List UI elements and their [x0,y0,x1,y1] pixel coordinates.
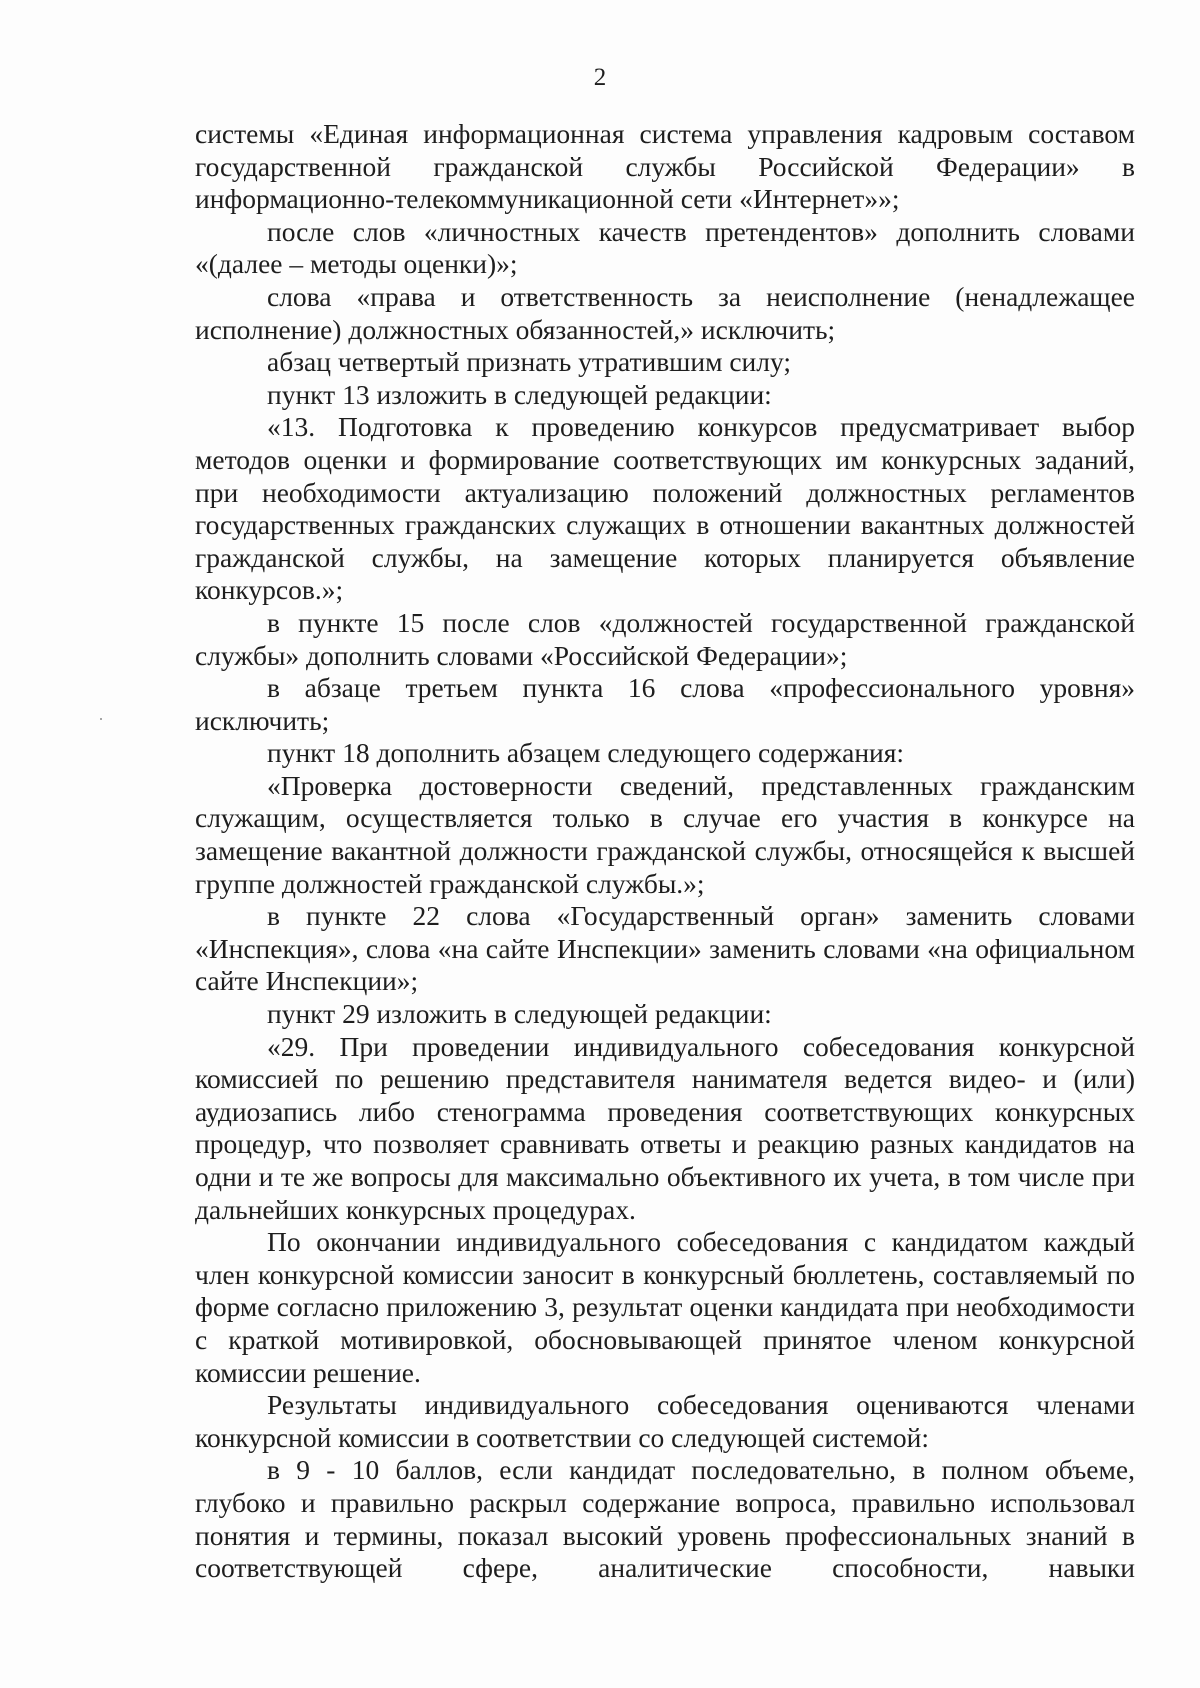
paragraph: в пункте 22 слова «Государственный орган» заменить словами «Инспекция», слова «на сайте Инспекции» заменить словами «на официальном сайте Инспекции»; [195,900,1135,997]
paragraph: после слов «личностных качеств претендентов» дополнить словами «(далее – методы оценки)»; [195,215,1135,280]
paragraph: в пункте 15 после слов «должностей государственной гражданской службы» дополнить словами «Российской Федерации»; [195,606,1135,671]
paragraph: «Проверка достоверности сведений, представленных гражданским служащим, осуществляется только в случае его участия в конкурсе на замещение вакантной должности гражданской службы, относящейся к высшей группе должностей гражданской службы.»; [195,769,1135,899]
paragraph: абзац четвертый признать утратившим силу; [267,346,792,378]
paragraph: пункт 18 дополнить абзацем следующего содержания: [267,737,905,769]
paragraph: слова «права и ответственность за неисполнение (ненадлежащее исполнение) должностных обязанностей,» исключить; [195,280,1135,345]
paragraph: в абзаце третьем пункта 16 слова «профессионального уровня» исключить; [195,672,1135,736]
paragraph: в 9 - 10 баллов, если кандидат последовательно, в полном объеме, глубоко и правильно раскрыл содержание вопроса, правильно использовал понятия и термины, показал высокий уровень профессиональных знаний в соответствующей сфере, аналитические способности, навыки [195,1454,1135,1584]
paragraph: Результаты индивидуального собеседования оцениваются членами конкурсной комиссии в соответствии со следующей системой: [195,1389,1135,1453]
page-number: 2 [593,64,607,91]
document-body [195,118,1135,1585]
paragraph: пункт 13 изложить в следующей редакции: [267,378,772,410]
paragraph: пункт 29 изложить в следующей редакции: [267,998,772,1030]
paragraph: «29. При проведении индивидуального собеседования конкурсной комиссией по решению представителя нанимателя ведется видео- и (или) аудиозапись либо стенограмма проведения соответствующих конкурсных процедур, что позволяет сравнивать ответы и реакцию разных кандидатов на одни и те же вопросы для максимально объективного их учета, в том числе при дальнейших конкурсных процедурах. [195,1030,1135,1225]
paragraph: По окончании индивидуального собеседования с кандидатом каждый член конкурсной комиссии заносит в конкурсный бюллетень, составляемый по форме согласно приложению 3, результат оценки кандидата при необходимости с краткой мотивировкой, обосновывающей принятое членом конкурсной комиссии решение. [195,1226,1135,1388]
paragraph: системы «Единая информационная система управления кадровым составом государственной гражданской службы Российской Федерации» в информационно-телекоммуникационной сети «Интернет»»; [195,118,1135,215]
paragraph: «13. Подготовка к проведению конкурсов предусматривает выбор методов оценки и формирование соответствующих им конкурсных заданий, при необходимости актуализацию положений должностных регламентов государственных гражданских служащих в отношении вакантных должностей гражданской службы, на замещение которых планируется объявление конкурсов.»; [195,411,1135,606]
scan-speck [100,718,102,720]
